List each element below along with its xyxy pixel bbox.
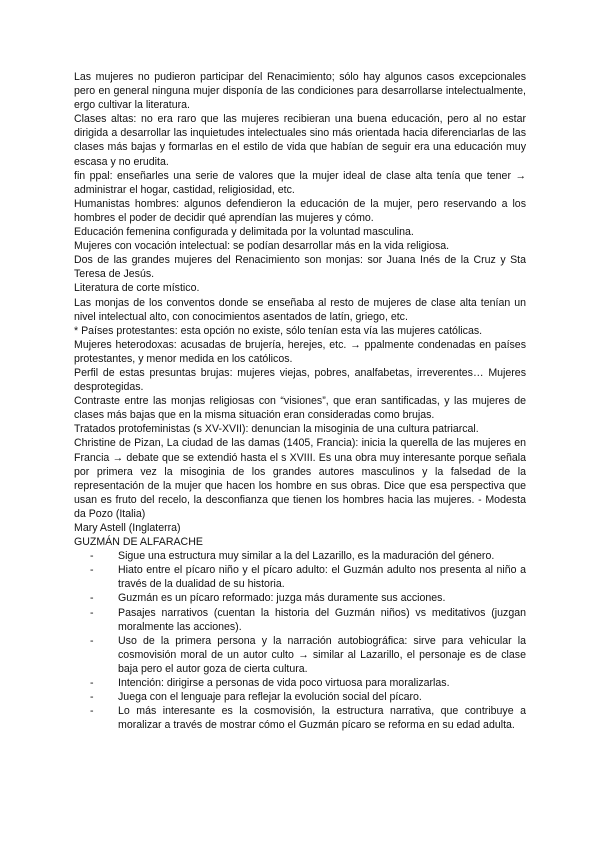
list-item-text: Lo más interesante es la cosmovisión, la estructura narrativa, que contribuye a moralizar a través de mostrar cómo el Guzmán pícaro se reforma en su edad adulta.	[118, 705, 526, 732]
list-marker: -	[90, 705, 94, 718]
list-item-text: Intención: dirigirse a personas de vida poco virtuosa para moralizarlas.	[118, 677, 450, 690]
paragraph: Clases altas: no era raro que las mujeres recibieran una buena educación, pero al no estar dirigida a desarrollar las inquietudes intelectuales sino más orientada hacia diferenciarlas de las clases más bajas y formarlas en el estilo de vida que habían de seguir era una educación muy escasa y no erudita.	[74, 113, 526, 168]
list-item-text: Juega con el lenguaje para reflejar la evolución social del pícaro.	[118, 691, 422, 704]
bullet-list	[74, 549, 526, 732]
paragraph: Mujeres heterodoxas: acusadas de brujería, herejes, etc. → ppalmente condenadas en países protestantes, y menor medida en los católicos.	[74, 338, 526, 365]
document-page	[74, 70, 526, 732]
paragraph: Educación femenina configurada y delimitada por la voluntad masculina.	[74, 226, 414, 239]
list-marker: -	[90, 634, 94, 647]
paragraph: Las mujeres no pudieron participar del Renacimiento; sólo hay algunos casos excepcionales pero en general ninguna mujer disponía de las condiciones para desarrollarse intelectualmente, ergo cultivar la literatura.	[74, 71, 526, 112]
list-marker: -	[90, 550, 94, 563]
list-item-text: Sigue una estructura muy similar a la del Lazarillo, es la maduración del género.	[118, 550, 495, 563]
list-item-text: Guzmán es un pícaro reformado: juzga más duramente sus acciones.	[118, 592, 446, 605]
list-item	[74, 606, 526, 634]
paragraph: Christine de Pizan, La ciudad de las damas (1405, Francia): inicia la querella de las mujeres en Francia → debate que se extendió hasta el s XVIII. Es una obra muy interesante porque señala por primera vez la misoginia de los grandes autores masculinos y la falsedad de la representación de la mujer que hacen los hombre en sus obras. Dice que esa perspectiva que usan es fruto del recelo, la desconfianza que tienen los hombres hacia las mujeres. - Modesta da Pozo (Italia)	[74, 437, 526, 520]
list-marker: -	[90, 606, 94, 619]
list-item	[74, 563, 526, 591]
paragraph: Tratados protofeministas (s XV-XVII): denuncian la misoginia de una cultura patriarcal.	[74, 423, 479, 436]
paragraph: Literatura de corte místico.	[74, 282, 200, 295]
list-item	[74, 634, 526, 676]
list-item	[74, 676, 526, 690]
paragraph: Humanistas hombres: algunos defendieron la educación de la mujer, pero reservando a los hombres el poder de decidir qué aprendían las mujeres y cómo.	[74, 197, 526, 224]
paragraph: Mujeres con vocación intelectual: se podían desarrollar más en la vida religiosa.	[74, 240, 450, 253]
list-marker: -	[90, 691, 94, 704]
paragraph: Dos de las grandes mujeres del Renacimiento son monjas: sor Juana Inés de la Cruz y Sta Teresa de Jesús.	[74, 254, 526, 281]
paragraph: * Países protestantes: esta opción no existe, sólo tenían esta vía las mujeres católicas.	[74, 324, 483, 337]
paragraph: fin ppal: enseñarles una serie de valores que la mujer ideal de clase alta tenía que tener → administrar el hogar, castidad, religiosidad, etc.	[74, 169, 526, 196]
paragraph: Las monjas de los conventos donde se enseñaba al resto de mujeres de clase alta tenían un nivel intelectual alto, con conocimientos asentados de latín, griego, etc.	[74, 296, 526, 323]
paragraph: Perfil de estas presuntas brujas: mujeres viejas, pobres, analfabetas, irreverentes… Mujeres desprotegidas.	[74, 366, 526, 394]
paragraph: Contraste entre las monjas religiosas con “visiones”, que eran santificadas, y las mujeres de clases más bajas que en la misma situación eran consideradas como brujas.	[74, 395, 526, 422]
list-item	[74, 549, 526, 563]
list-item	[74, 704, 526, 732]
paragraph: Mary Astell (Inglaterra)	[74, 522, 181, 534]
list-marker: -	[90, 592, 94, 605]
list-item-text: Pasajes narrativos (cuentan la historia del Guzmán niños) vs meditativos (juzgan moralmente las acciones).	[118, 606, 526, 633]
list-marker: -	[90, 677, 94, 690]
list-marker: -	[90, 564, 94, 577]
list-item	[74, 690, 526, 704]
list-item	[74, 591, 526, 605]
section-heading: GUZMÁN DE ALFARACHE	[74, 536, 203, 549]
list-item-text: Uso de la primera persona y la narración autobiográfica: sirve para vehicular la cosmovisión moral de un autor culto → similar al Lazarillo, el personaje es de clase baja pero el autor goza de cierta cultura.	[118, 634, 526, 675]
list-item-text: Hiato entre el pícaro niño y el pícaro adulto: el Guzmán adulto nos presenta al niño a través de la dualidad de su historia.	[118, 564, 526, 591]
